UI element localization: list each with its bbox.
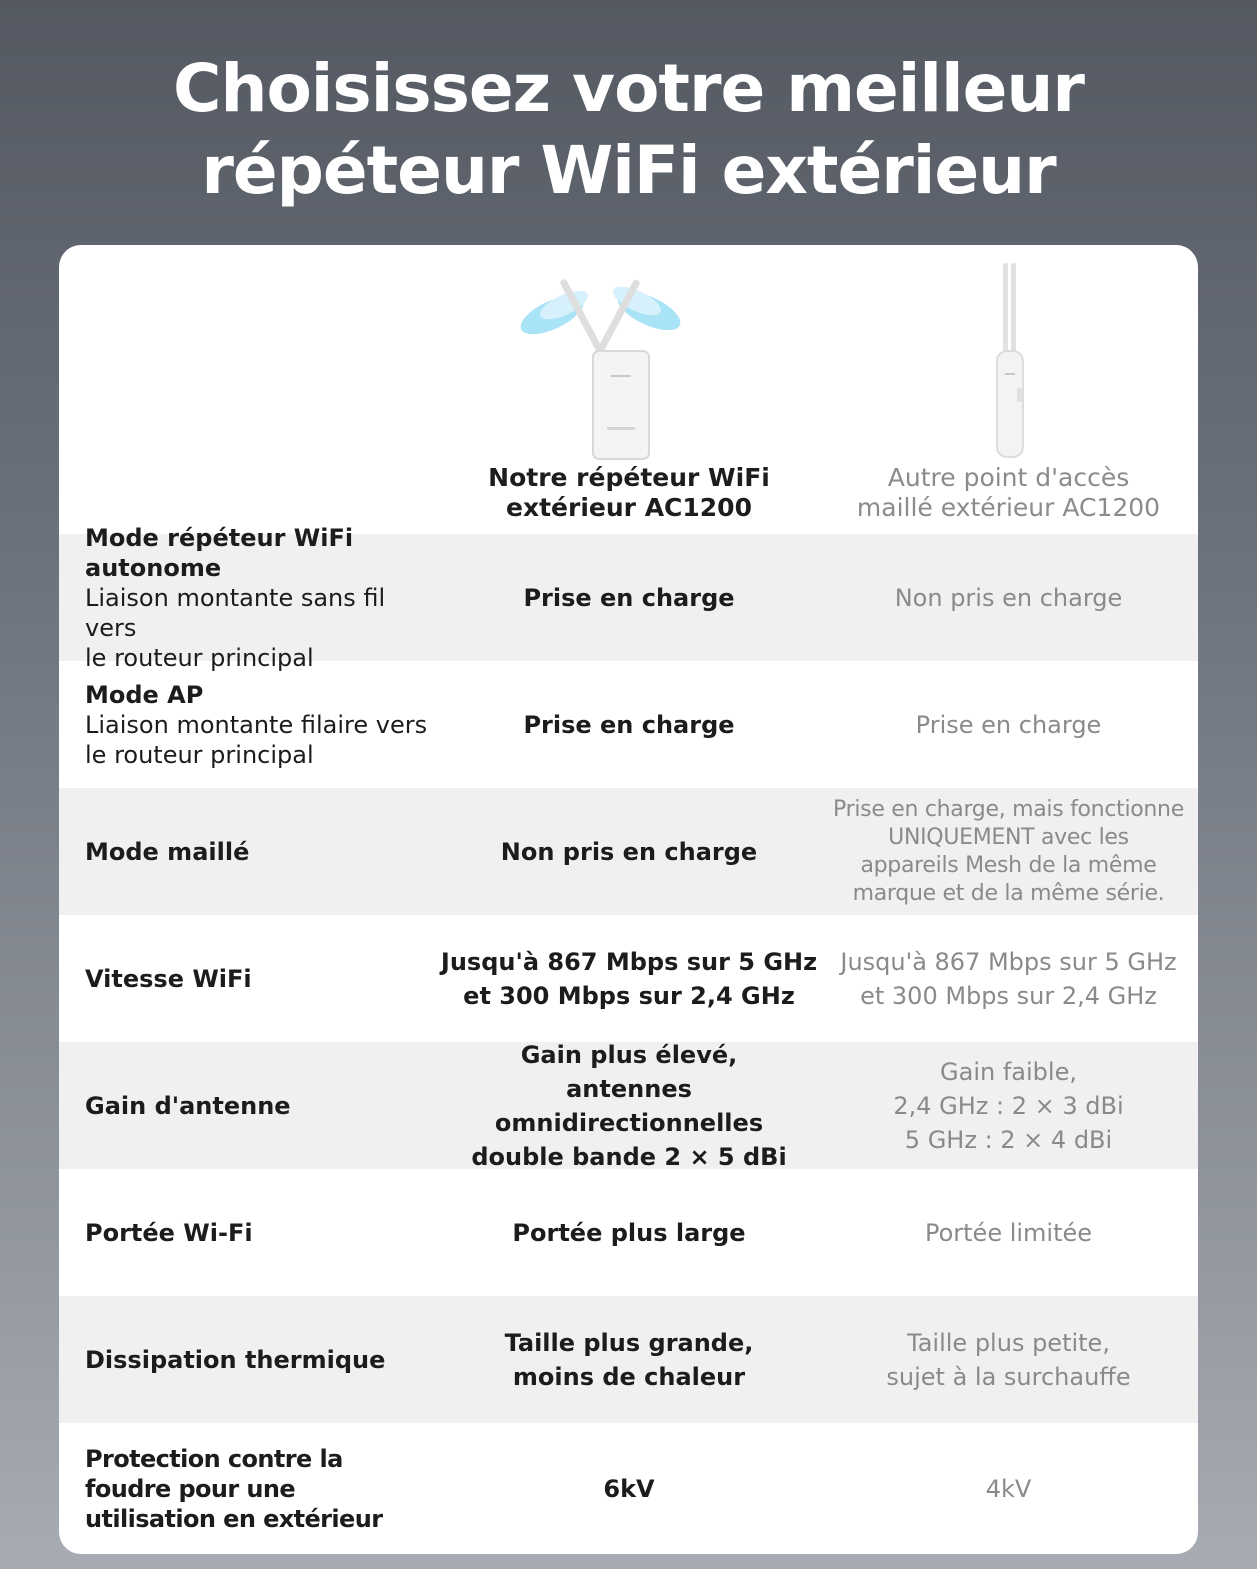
our-value-cell (439, 1038, 819, 1174)
other-value-cell (819, 581, 1198, 615)
our-product-column-header (439, 245, 819, 534)
feature-cell (59, 1091, 439, 1121)
feature-title: Vitesse WiFi (85, 964, 252, 993)
our-value-line: Portée plus large (512, 1218, 746, 1247)
other-product-column-header (819, 245, 1198, 534)
other-product-name-line-2: maillé extérieur AC1200 (856, 493, 1161, 522)
table-row (59, 915, 1198, 1042)
feature-title: Mode AP (85, 680, 204, 709)
feature-title: Gain d'antenne (85, 1091, 291, 1120)
other-value-line: Jusqu'à 867 Mbps sur 5 GHz (840, 947, 1177, 976)
table-row (59, 1423, 1198, 1554)
feature-cell (59, 964, 439, 994)
other-value-line: Gain faible, (940, 1057, 1077, 1086)
table-row (59, 788, 1198, 915)
other-value-cell (819, 796, 1198, 908)
our-value-line: double bande 2 × 5 dBi (471, 1142, 787, 1171)
our-value-line: Prise en charge (523, 710, 735, 739)
feature-cell (59, 523, 439, 673)
table-row (59, 1169, 1198, 1296)
other-access-point-image (819, 263, 1198, 463)
our-value-cell (439, 1326, 819, 1394)
other-value-line: 4kV (985, 1474, 1032, 1503)
our-repeater-image (439, 263, 819, 463)
our-value-line: Taille plus grande, (504, 1328, 754, 1357)
our-product-name-line-2: extérieur AC1200 (506, 493, 752, 522)
other-value-cell (819, 1055, 1198, 1157)
our-value-cell (439, 1216, 819, 1250)
feature-cell (59, 1444, 439, 1534)
feature-subtitle: le routeur principal (85, 643, 314, 672)
headline-line-1: Choisissez votre meilleur (173, 50, 1084, 127)
other-value-cell (819, 708, 1198, 742)
our-value-line: Jusqu'à 867 Mbps sur 5 GHz (440, 947, 818, 976)
our-value-line: et 300 Mbps sur 2,4 GHz (463, 981, 795, 1010)
our-value-line: 6kV (603, 1474, 655, 1503)
headline-line-2: répéteur WiFi extérieur (201, 132, 1056, 209)
our-product-name (439, 463, 819, 523)
other-value-cell (819, 1216, 1198, 1250)
our-value-cell (439, 835, 819, 869)
feature-title: Dissipation thermique (85, 1345, 386, 1374)
other-value-line: UNIQUEMENT avec les (888, 824, 1129, 850)
feature-cell (59, 1345, 439, 1375)
our-value-line: antennes omnidirectionnelles (494, 1074, 764, 1137)
our-value-line: moins de chaleur (512, 1362, 746, 1391)
feature-cell (59, 1218, 439, 1248)
table-row (59, 1296, 1198, 1423)
our-value-cell (439, 581, 819, 615)
other-value-line: sujet à la surchauffe (886, 1362, 1131, 1391)
other-value-line: appareils Mesh de la même (860, 852, 1157, 878)
other-value-line: 5 GHz : 2 × 4 dBi (904, 1125, 1113, 1154)
feature-title: Portée Wi-Fi (85, 1218, 253, 1247)
other-value-line: et 300 Mbps sur 2,4 GHz (860, 981, 1157, 1010)
our-value-line: Prise en charge (523, 583, 735, 612)
our-value-cell (439, 708, 819, 742)
feature-title: Protection contre la foudre pour une utilisation en extérieur (85, 1444, 383, 1533)
other-value-line: 2,4 GHz : 2 × 3 dBi (893, 1091, 1124, 1120)
other-value-line: Portée limitée (924, 1218, 1093, 1247)
our-product-name-line-1: Notre répéteur WiFi (488, 463, 770, 492)
feature-title: Mode répéteur WiFi autonome (85, 523, 354, 582)
table-row (59, 1042, 1198, 1169)
table-row (59, 523, 1198, 672)
other-value-cell (819, 945, 1198, 1013)
other-value-line: Non pris en charge (894, 583, 1123, 612)
comparison-header (59, 245, 1198, 534)
other-value-line: Prise en charge, mais fonctionne (833, 796, 1184, 822)
other-value-line: marque et de la même série. (852, 880, 1165, 906)
other-product-name-line-1: Autre point d'accès (887, 463, 1130, 492)
other-value-cell (819, 1472, 1198, 1506)
feature-title: Mode maillé (85, 837, 250, 866)
comparison-card (59, 245, 1198, 1554)
our-value-line: Gain plus élevé, (520, 1040, 738, 1069)
our-value-line: Non pris en charge (500, 837, 758, 866)
feature-cell (59, 837, 439, 867)
other-product-name (819, 463, 1198, 523)
our-value-cell (439, 1472, 819, 1506)
table-row (59, 661, 1198, 788)
other-value-line: Prise en charge (915, 710, 1102, 739)
other-value-cell (819, 1326, 1198, 1394)
feature-cell (59, 680, 439, 770)
page-headline (0, 48, 1257, 212)
feature-subtitle: le routeur principal (85, 740, 314, 769)
our-value-cell (439, 945, 819, 1013)
feature-subtitle: Liaison montante sans fil vers (85, 583, 386, 642)
feature-subtitle: Liaison montante filaire vers (85, 710, 428, 739)
other-value-line: Taille plus petite, (907, 1328, 1110, 1357)
